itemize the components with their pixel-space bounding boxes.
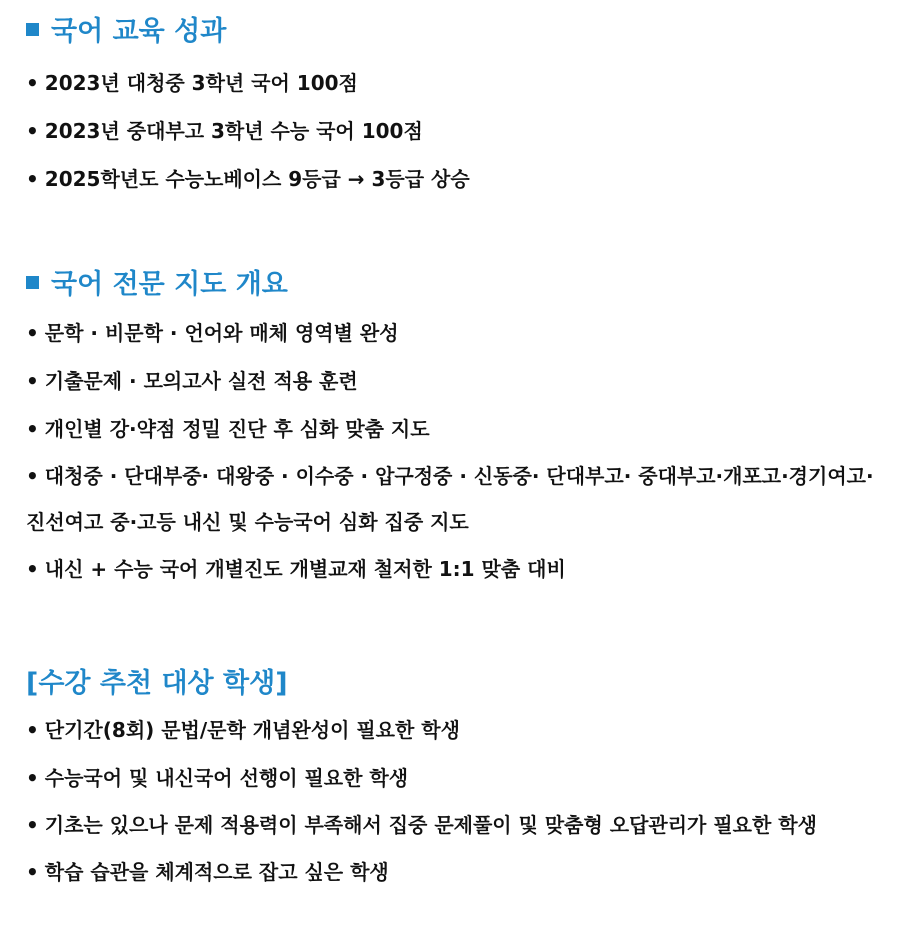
list-item — [26, 706, 880, 754]
section-heading — [26, 664, 880, 704]
list-item — [26, 357, 880, 405]
bullet-icon: • — [26, 813, 39, 837]
list-item-text: 2025학년도 수능노베이스 9등급 → 3등급 상승 — [44, 167, 470, 191]
bullet-icon: • — [26, 119, 39, 143]
list-item-text: 2023년 중대부고 3학년 수능 국어 100점 — [44, 119, 423, 143]
section-education-results — [26, 12, 880, 203]
list-item-text: 기출문제 · 모의고사 실전 적용 훈련 — [44, 369, 358, 393]
list-item-text: 단기간(8회) 문법/문학 개념완성이 필요한 학생 — [44, 718, 460, 742]
bullet-icon: • — [26, 860, 39, 884]
list-item-text: 대청중 · 단대부중· 대왕중 · 이수중 · 압구정중 · 신동중· 단대부고· 중대부고·개포고·경기여고·진선여고 중·고등 내신 및 수능국어 심화 집중 지도 — [26, 464, 874, 534]
bullet-icon: • — [26, 718, 39, 742]
bullet-list — [26, 706, 880, 896]
bullet-icon: • — [26, 71, 39, 95]
list-item — [26, 405, 880, 453]
bullet-icon: • — [26, 766, 39, 790]
bullet-icon: • — [26, 464, 39, 488]
section-recommended-students — [26, 664, 880, 896]
square-bullet-icon — [26, 23, 39, 36]
bullet-icon: • — [26, 321, 39, 345]
list-item-text: 개인별 강·약점 정밀 진단 후 심화 맞춤 지도 — [44, 417, 430, 441]
list-item-text: 수능국어 및 내신국어 선행이 필요한 학생 — [44, 766, 409, 790]
section-title: 국어 교육 성과 — [51, 16, 227, 47]
list-item-text: 기초는 있으나 문제 적용력이 부족해서 집중 문제풀이 및 맞춤형 오답관리가 필요한 학생 — [44, 813, 817, 837]
square-bullet-icon — [26, 276, 39, 289]
bullet-icon: • — [26, 369, 39, 393]
section-heading — [26, 265, 880, 305]
bullet-icon: • — [26, 417, 39, 441]
list-item-text: 2023년 대청중 3학년 국어 100점 — [44, 71, 358, 95]
list-item — [26, 59, 880, 107]
list-item-text: 문학 · 비문학 · 언어와 매체 영역별 완성 — [44, 321, 399, 345]
list-item — [26, 545, 880, 593]
section-heading — [26, 12, 880, 52]
section-title: [수강 추천 대상 학생] — [26, 668, 288, 699]
list-item — [26, 453, 880, 545]
bullet-list — [26, 59, 880, 203]
section-title: 국어 전문 지도 개요 — [51, 269, 288, 300]
bullet-icon: • — [26, 557, 39, 581]
list-item — [26, 802, 880, 848]
list-item — [26, 848, 880, 896]
list-item — [26, 155, 880, 203]
bullet-list — [26, 309, 880, 593]
list-item — [26, 107, 880, 155]
bullet-icon: • — [26, 167, 39, 191]
list-item-text: 내신 + 수능 국어 개별진도 개별교재 철저한 1:1 맞춤 대비 — [44, 557, 566, 581]
list-item — [26, 309, 880, 357]
list-item — [26, 754, 880, 802]
list-item-text: 학습 습관을 체계적으로 잡고 싶은 학생 — [44, 860, 389, 884]
section-teaching-overview — [26, 265, 880, 593]
